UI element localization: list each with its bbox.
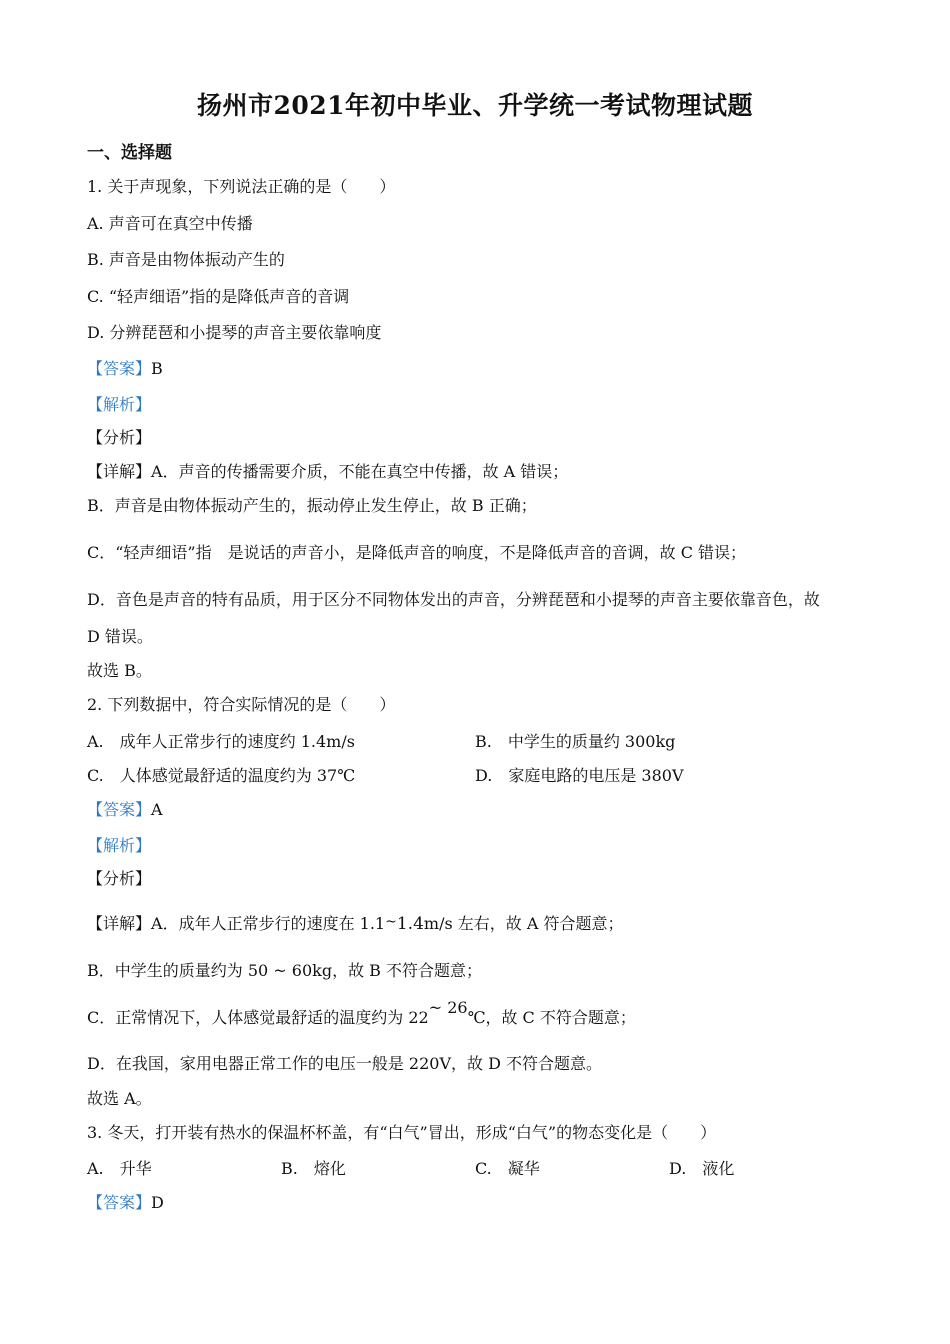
q2-answer: [87, 799, 163, 821]
answer-tag: 【答案】: [87, 359, 152, 378]
q3-option-c: C. 凝华: [475, 1159, 540, 1178]
q1-choose: 故选 B。: [87, 661, 152, 680]
question-3-stem: 3. 冬天，打开装有热水的保温杯杯盖，有“白气”冒出，形成“白气”的物态变化是（ ）: [87, 1123, 717, 1142]
answer-value: D: [151, 1193, 164, 1212]
q3-option-d: D. 液化: [669, 1159, 735, 1178]
q1-option-a: A. 声音可在真空中传播: [87, 214, 253, 233]
q1-detail-3: C．“轻声细语”指 是说话的声音小，是降低声音的响度，不是降低声音的音调，故 C 错误；: [87, 543, 747, 562]
section-heading: 一、选择题: [87, 143, 172, 163]
q1-fenxi-tag: 【分析】: [87, 428, 152, 447]
q3-option-a: A. 升华: [87, 1159, 152, 1178]
q2-option-a: A. 成年人正常步行的速度约 1.4m/s: [87, 732, 355, 751]
detail-text: A．声音的传播需要介质，不能在真空中传播，故 A 错误；: [151, 462, 569, 481]
q2-detail-2: B．中学生的质量约为 50 ~ 60kg，故 B 不符合题意；: [87, 961, 483, 980]
q2-choose: 故选 A。: [87, 1089, 152, 1108]
q1-detail-1: [87, 461, 568, 483]
answer-tag: 【答案】: [87, 800, 152, 819]
answer-value: B: [151, 359, 163, 378]
tilde: ~: [385, 914, 397, 930]
q1-answer: [87, 358, 163, 380]
q2-detail-1: [87, 913, 623, 936]
q2-option-d: D. 家庭电路的电压是 380V: [475, 766, 684, 785]
detail-text: m/s 左右，故 A 符合题意；: [423, 914, 624, 933]
q1-option-b: B. 声音是由物体振动产生的: [87, 250, 285, 269]
detail-text: C．正常情况下，人体感觉最舒适的温度约为 22: [87, 1008, 429, 1027]
q1-jiexi-tag: 【解析】: [87, 395, 152, 414]
q3-option-b: B. 熔化: [281, 1159, 346, 1178]
question-1-stem: 1. 关于声现象，下列说法正确的是（ ）: [87, 177, 396, 196]
q2-option-c: C. 人体感觉最舒适的温度约为 37℃: [87, 766, 356, 785]
q1-option-d: D. 分辨琵琶和小提琴的声音主要依靠响度: [87, 323, 382, 342]
answer-value: A: [151, 800, 163, 819]
temperature-range: ~ 26: [428, 998, 468, 1017]
detail-tag: 【详解】: [87, 462, 152, 481]
q3-answer: [87, 1192, 164, 1214]
detail-text: A．成年人正常步行的速度在 1.1: [151, 914, 386, 933]
question-2-stem: 2. 下列数据中，符合实际情况的是（ ）: [87, 695, 396, 714]
q1-detail-2: B．声音是由物体振动产生的，振动停止发生停止，故 B 正确；: [87, 496, 537, 515]
q2-detail-3: [87, 998, 636, 1029]
detail-tag: 【详解】: [87, 914, 152, 933]
q1-detail-4b: D 错误。: [87, 627, 153, 646]
detail-number: 1.4: [396, 914, 424, 934]
q1-option-c: C. “轻声细语”指的是降低声音的音调: [87, 287, 350, 306]
answer-tag: 【答案】: [87, 1193, 152, 1212]
q1-detail-4a: D．音色是声音的特有品质，用于区分不同物体发出的声音，分辨琵琶和小提琴的声音主要依靠音色，故: [87, 590, 820, 609]
detail-text: ℃，故 C 不符合题意；: [467, 1008, 636, 1027]
page-title: 扬州市2021年初中毕业、升学统一考试物理试题: [196, 91, 754, 120]
q2-detail-4: D．在我国，家用电器正常工作的电压一般是 220V，故 D 不符合题意。: [87, 1054, 603, 1073]
q2-option-b: B. 中学生的质量约 300kg: [475, 732, 676, 751]
q2-fenxi-tag: 【分析】: [87, 869, 152, 888]
q2-jiexi-tag: 【解析】: [87, 836, 152, 855]
